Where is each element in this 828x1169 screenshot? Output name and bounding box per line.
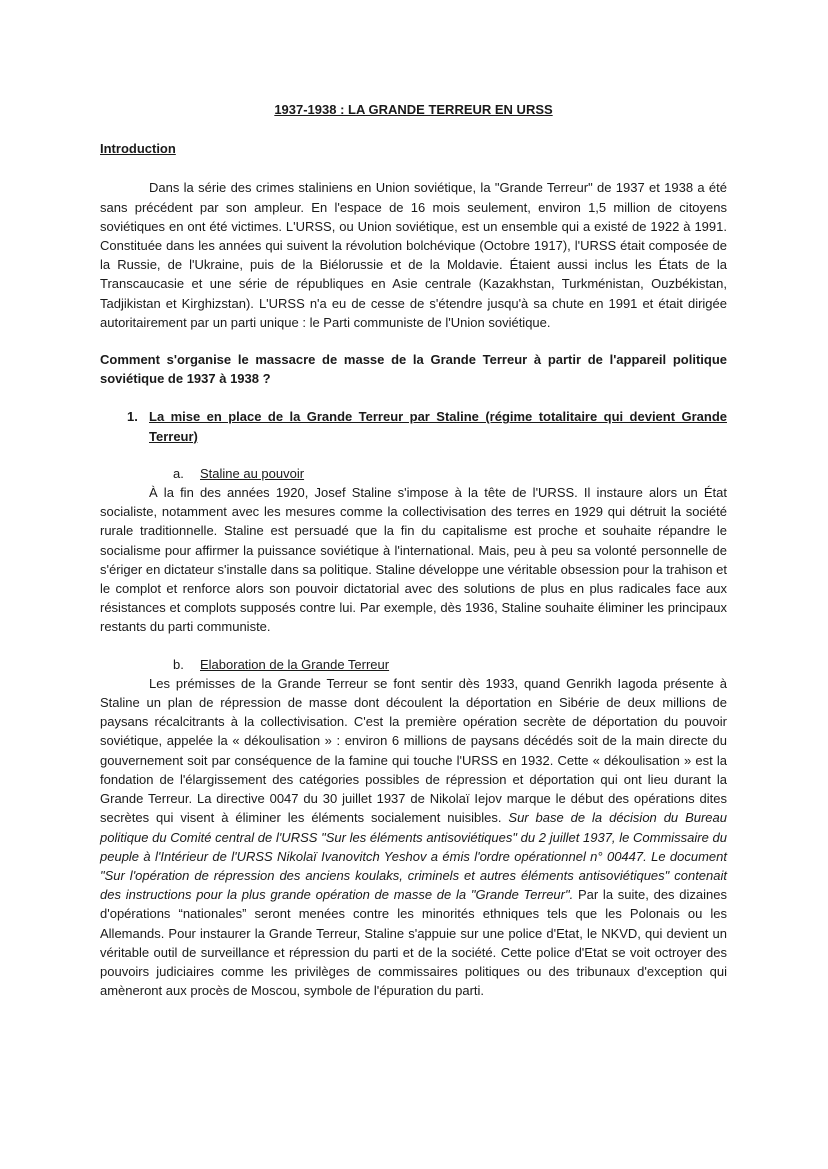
introduction-heading: Introduction: [100, 141, 176, 157]
section-a-title: Staline au pouvoir: [200, 465, 305, 481]
section-b-text-end: Par la suite, des dizaines d'opérations “nationales” seront menées contre les minorités ethniques tels que les Polonais ou les Allemands. Pour instaurer la Grande Terreur, Staline s'appuie sur une police d'Etat, le NKVD, qui devient un véritable outil de surveillance et répression du parti et de la société. Cette police d'Etat se voit octroyer des pouvoirs judiciaires comme les privilèges de commissaires politiques ou des tribunaux d'exception qui amèneront aux procès de Moscou, symbole de l'épuration du parti.: [100, 887, 727, 999]
part-1-number: 1.: [127, 409, 138, 425]
part-1-title: La mise en place de la Grande Terreur par Staline (régime totalitaire qui devient Grande Terreur): [149, 409, 727, 444]
section-b-text-start: Les prémisses de la Grande Terreur se font sentir dès 1933, quand Genrikh Iagoda présente à Staline un plan de répression de masse dont découlent la déportation en Sibérie de deux millions de paysans récalcitrants à la collectivisation. C'est la première opération secrète de déportation du pouvoir soviétique, appelée la « dékoulisation » : environ 6 millions de paysans décédés soit de la main directe du gouvernement soit par conséquence de la famine qui touche l'URSS en 1932. Cette « dékoulisation » est la fondation de l'élargissement des catégories possibles de répression et déportation qui ont lieu durant la Grande Terreur. La directive 0047 du 30 juillet 1937 de Nikolaï Iejov marque le début des opérations dites secrètes qui visent à éliminer les éléments socialement nuisibles.: [100, 675, 727, 826]
section-b-letter: b.: [173, 656, 184, 672]
introduction-paragraph: Dans la série des crimes staliniens en Union soviétique, la "Grande Terreur" de 1937 et 1938 a été sans précédent par son ampleur. En l'espace de 16 mois seulement, environ 1,5 million de citoyens soviétiques en ont été victimes. L'URSS, ou Union soviétique, est un ensemble qui a existé de 1922 à 1991. Constituée dans les années qui suivent la révolution bolchévique (Octobre 1917), l'URSS était composée de la Russie, de l'Ukraine, puis de la Biélorussie et de la Moldavie. Étaient aussi inclus les États de la Transcaucasie et une série de républiques en Asie centrale (Kazakhstan, Turkménistan, Ouzbékistan, Tadjikistan et Kirghizstan). L'URSS n'a eu de cesse de s'étendre jusqu'à sa chute en 1991 et était dirigée autoritairement par un parti unique : le Parti communiste de l'Union soviétique.: [100, 180, 727, 330]
section-b-quote: Sur base de la décision du Bureau politique du Comité central de l'URSS "Sur les éléments antisoviétiques" du 2 juillet 1937, le Commissaire du peuple à l'Intérieur de l'URSS Nikolaï Ivanovitch Yeshov a émis l'ordre opérationnel n° 00447. Le document "Sur l'opération de répression des anciens koulaks, criminels et autres éléments antisoviétiques" contenait des instructions pour la plus grande opération de masse de la "Grande Terreur".: [100, 810, 728, 903]
problem-question: Comment s'organise le massacre de masse de la Grande Terreur à partir de l'appareil politique soviétique de 1937 à 1938 ?: [100, 352, 727, 387]
section-a-paragraph: À la fin des années 1920, Josef Staline s'impose à la tête de l'URSS. Il instaure alors un État socialiste, notamment avec les mesures comme la collectivisation des terres en 1929 qui détruit la société rurale traditionnelle. Staline est persuadé que la fin du capitalisme est proche et souhaite répandre le socialisme pour affirmer la puissance soviétique à l'international. Mais, peu à peu sa volonté personnelle de s'ériger en dictateur s'installe dans sa politique. Staline développe une véritable obsession pour la trahison et le complot et renforce alors son pouvoir dictatorial avec des solutions de plus en plus radicales face aux résistances et complots supposés contre lui. Par exemple, dès 1936, Staline souhaite éliminer les principaux restants du parti communiste.: [100, 485, 727, 635]
section-b-paragraph: [100, 674, 727, 1000]
document-page: [100, 100, 727, 1000]
section-b-heading: [100, 655, 727, 674]
section-b-title: Elaboration de la Grande Terreur: [200, 656, 390, 672]
part-1-heading: [100, 407, 727, 445]
section-a-letter: a.: [173, 465, 184, 481]
section-a-heading: [100, 464, 727, 483]
document-title: 1937-1938 : LA GRANDE TERREUR EN URSS: [274, 102, 553, 117]
